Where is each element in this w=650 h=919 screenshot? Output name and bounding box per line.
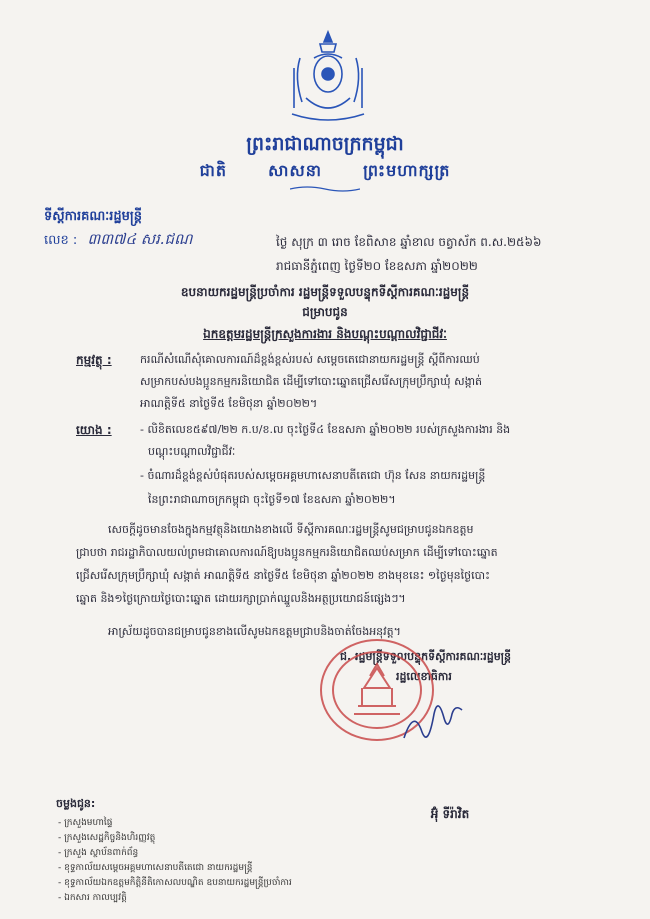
subject-line-3: អាណត្តិទី៥ នាថ្ងៃទី៥ ខែមិថុនា ឆ្នាំ២០២២។: [140, 397, 318, 410]
cc-item: - ក្រសួងមហាផ្ទៃ: [58, 818, 113, 828]
subject-line-2: សម្រាកបស់បងប្អូនកម្មករនិយោជិត ដើម្បីទៅបោះឆ្នោតជ្រើសរើសក្រុមប្រឹក្សាឃុំ សង្កាត់: [140, 375, 483, 388]
signatory-line-2: រដ្ឋលេខាធិការ: [396, 670, 452, 683]
signature-icon: [400, 694, 466, 748]
lunar-date: ថ្ងៃ សុក្រ ៣ រោច ខែពិសាខ ឆ្នាំខាល ចត្វាស័ក ព.ស.២៥៦៦: [276, 235, 542, 249]
cc-item: - ឯកសារ កាលប្បវត្តិ: [58, 893, 127, 903]
reference-number: [44, 230, 192, 252]
body-line-4: ឆ្នោត និង១ថ្ងៃក្រោយថ្ងៃបោះឆ្នោត ដោយរក្សាប្រាក់ឈ្នួលនិងអត្ថប្រយោជន៍ផ្សេងៗ។: [76, 592, 406, 605]
issuing-office: ទីស្តីការគណៈរដ្ឋមន្ត្រី: [44, 209, 142, 224]
reference-label: លេខ :: [44, 233, 78, 248]
closing-line: អាស្រ័យដូចបានជម្រាបជូនខាងលើសូមឯកឧត្តមជ្រាបនិងចាត់ចែងអនុវត្ត។: [108, 625, 401, 638]
subject-line-1: ករណីសំណើសុំគោលការណ៍ដ៏ខ្ពង់ខ្ពស់របស់ សម្តេចតេជោនាយករដ្ឋមន្ត្រី ស្តីពីការឈប់: [140, 353, 480, 366]
reference-value: ៣៣៧៤ សរ.ជណ: [87, 230, 193, 248]
ornamental-divider-icon: [290, 186, 360, 192]
reference-line-1: - លិខិតលេខ៥៩៧/២២ ក.ប/ខ.ល ចុះថ្ងៃទី៤ ខែឧសភា ឆ្នាំ២០២២ របស់ក្រសួងការងារ និង: [140, 423, 511, 436]
reference-section-label: យោង :: [76, 423, 112, 437]
solar-date: រាជធានីភ្នំពេញ ថ្ងៃទី២០ ខែឧសភា ឆ្នាំ២០២២: [276, 259, 478, 273]
cc-item: - ក្រសួង ស្ថាប័នពាក់ព័ន្ធ: [58, 848, 139, 858]
body-line-2: ជ្រាបថា រាជរដ្ឋាភិបាលយល់ព្រមជាគោលការណ៍ឱ្យបងប្អូនកម្មករនិយោជិតឈប់សម្រាក ដើម្បីទៅបោះឆ្នោត: [76, 546, 498, 559]
kingdom-name: ព្រះរាជាណាចក្រកម្ពុជា: [246, 133, 404, 155]
national-motto: [0, 160, 650, 184]
reference-line-2: បណ្តុះបណ្តាលវិជ្ជាជីវៈ: [148, 445, 236, 458]
reference-line-3: - ចំណារដ៏ខ្ពង់ខ្ពស់បំផុតរបស់សម្តេចអគ្គមហាសេនាបតីតេជោ ហ៊ុន សែន នាយករដ្ឋមន្ត្រី: [140, 469, 486, 482]
royal-coat-of-arms-icon: [280, 28, 376, 128]
signatory-name: អ៊ុំ ទីរ៉ាវិត: [430, 807, 470, 821]
recipient-title: ឯកឧត្តមរដ្ឋមន្ត្រីក្រសួងការងារ និងបណ្តុះបណ្តាលវិជ្ជាជីវៈ: [203, 327, 447, 341]
cc-label: ចម្លងជូន:: [56, 797, 96, 810]
cc-item: - ខុទ្ទកាល័យសម្តេចអគ្គមហាសេនាបតីតេជោ នាយករដ្ឋមន្ត្រី: [58, 863, 253, 873]
signatory-line-1: ជ. រដ្ឋមន្ត្រីទទួលបន្ទុកទីស្តីការគណៈរដ្ឋមន្ត្រី: [340, 650, 511, 663]
body-line-3: ជ្រើសរើសក្រុមប្រឹក្សាឃុំ សង្កាត់ អាណត្តិទី៥ នាថ្ងៃទី៥ ខែមិថុនា ឆ្នាំ២០២២ ខាងមុខនេះ ១ថ្ងៃមុនថ្ងៃបោះ: [76, 569, 490, 582]
salutation: ជម្រាបជូន: [302, 305, 348, 319]
subject-label: កម្មវត្ថុ :: [76, 353, 112, 367]
motto-religion: សាសនា: [268, 161, 322, 180]
motto-nation: ជាតិ: [199, 161, 228, 180]
reference-line-4: នៃព្រះរាជាណាចក្រកម្ពុជា ចុះថ្ងៃទី១៧ ខែឧសភា ឆ្នាំ២០២២។: [148, 493, 396, 506]
motto-king: ព្រះមហាក្សត្រ: [363, 161, 451, 180]
sender-title: ឧបនាយករដ្ឋមន្ត្រីប្រចាំការ រដ្ឋមន្ត្រីទទួលបន្ទុកទីស្តីការគណៈរដ្ឋមន្ត្រី: [180, 285, 470, 299]
cc-item: - ក្រសួងសេដ្ឋកិច្ចនិងហិរញ្ញវត្ថុ: [58, 833, 156, 843]
cc-item: - ខុទ្ទកាល័យឯកឧត្តមកិត្តិនីតិកោសលបណ្ឌិត ឧបនាយករដ្ឋមន្ត្រីប្រចាំការ: [58, 878, 292, 888]
body-line-1: សេចក្តីដូចមានចែងក្នុងកម្មវត្ថុនិងយោងខាងលើ ទីស្តីការគណៈរដ្ឋមន្ត្រីសូមជម្រាបជូនឯកឧត្តម: [108, 523, 474, 536]
